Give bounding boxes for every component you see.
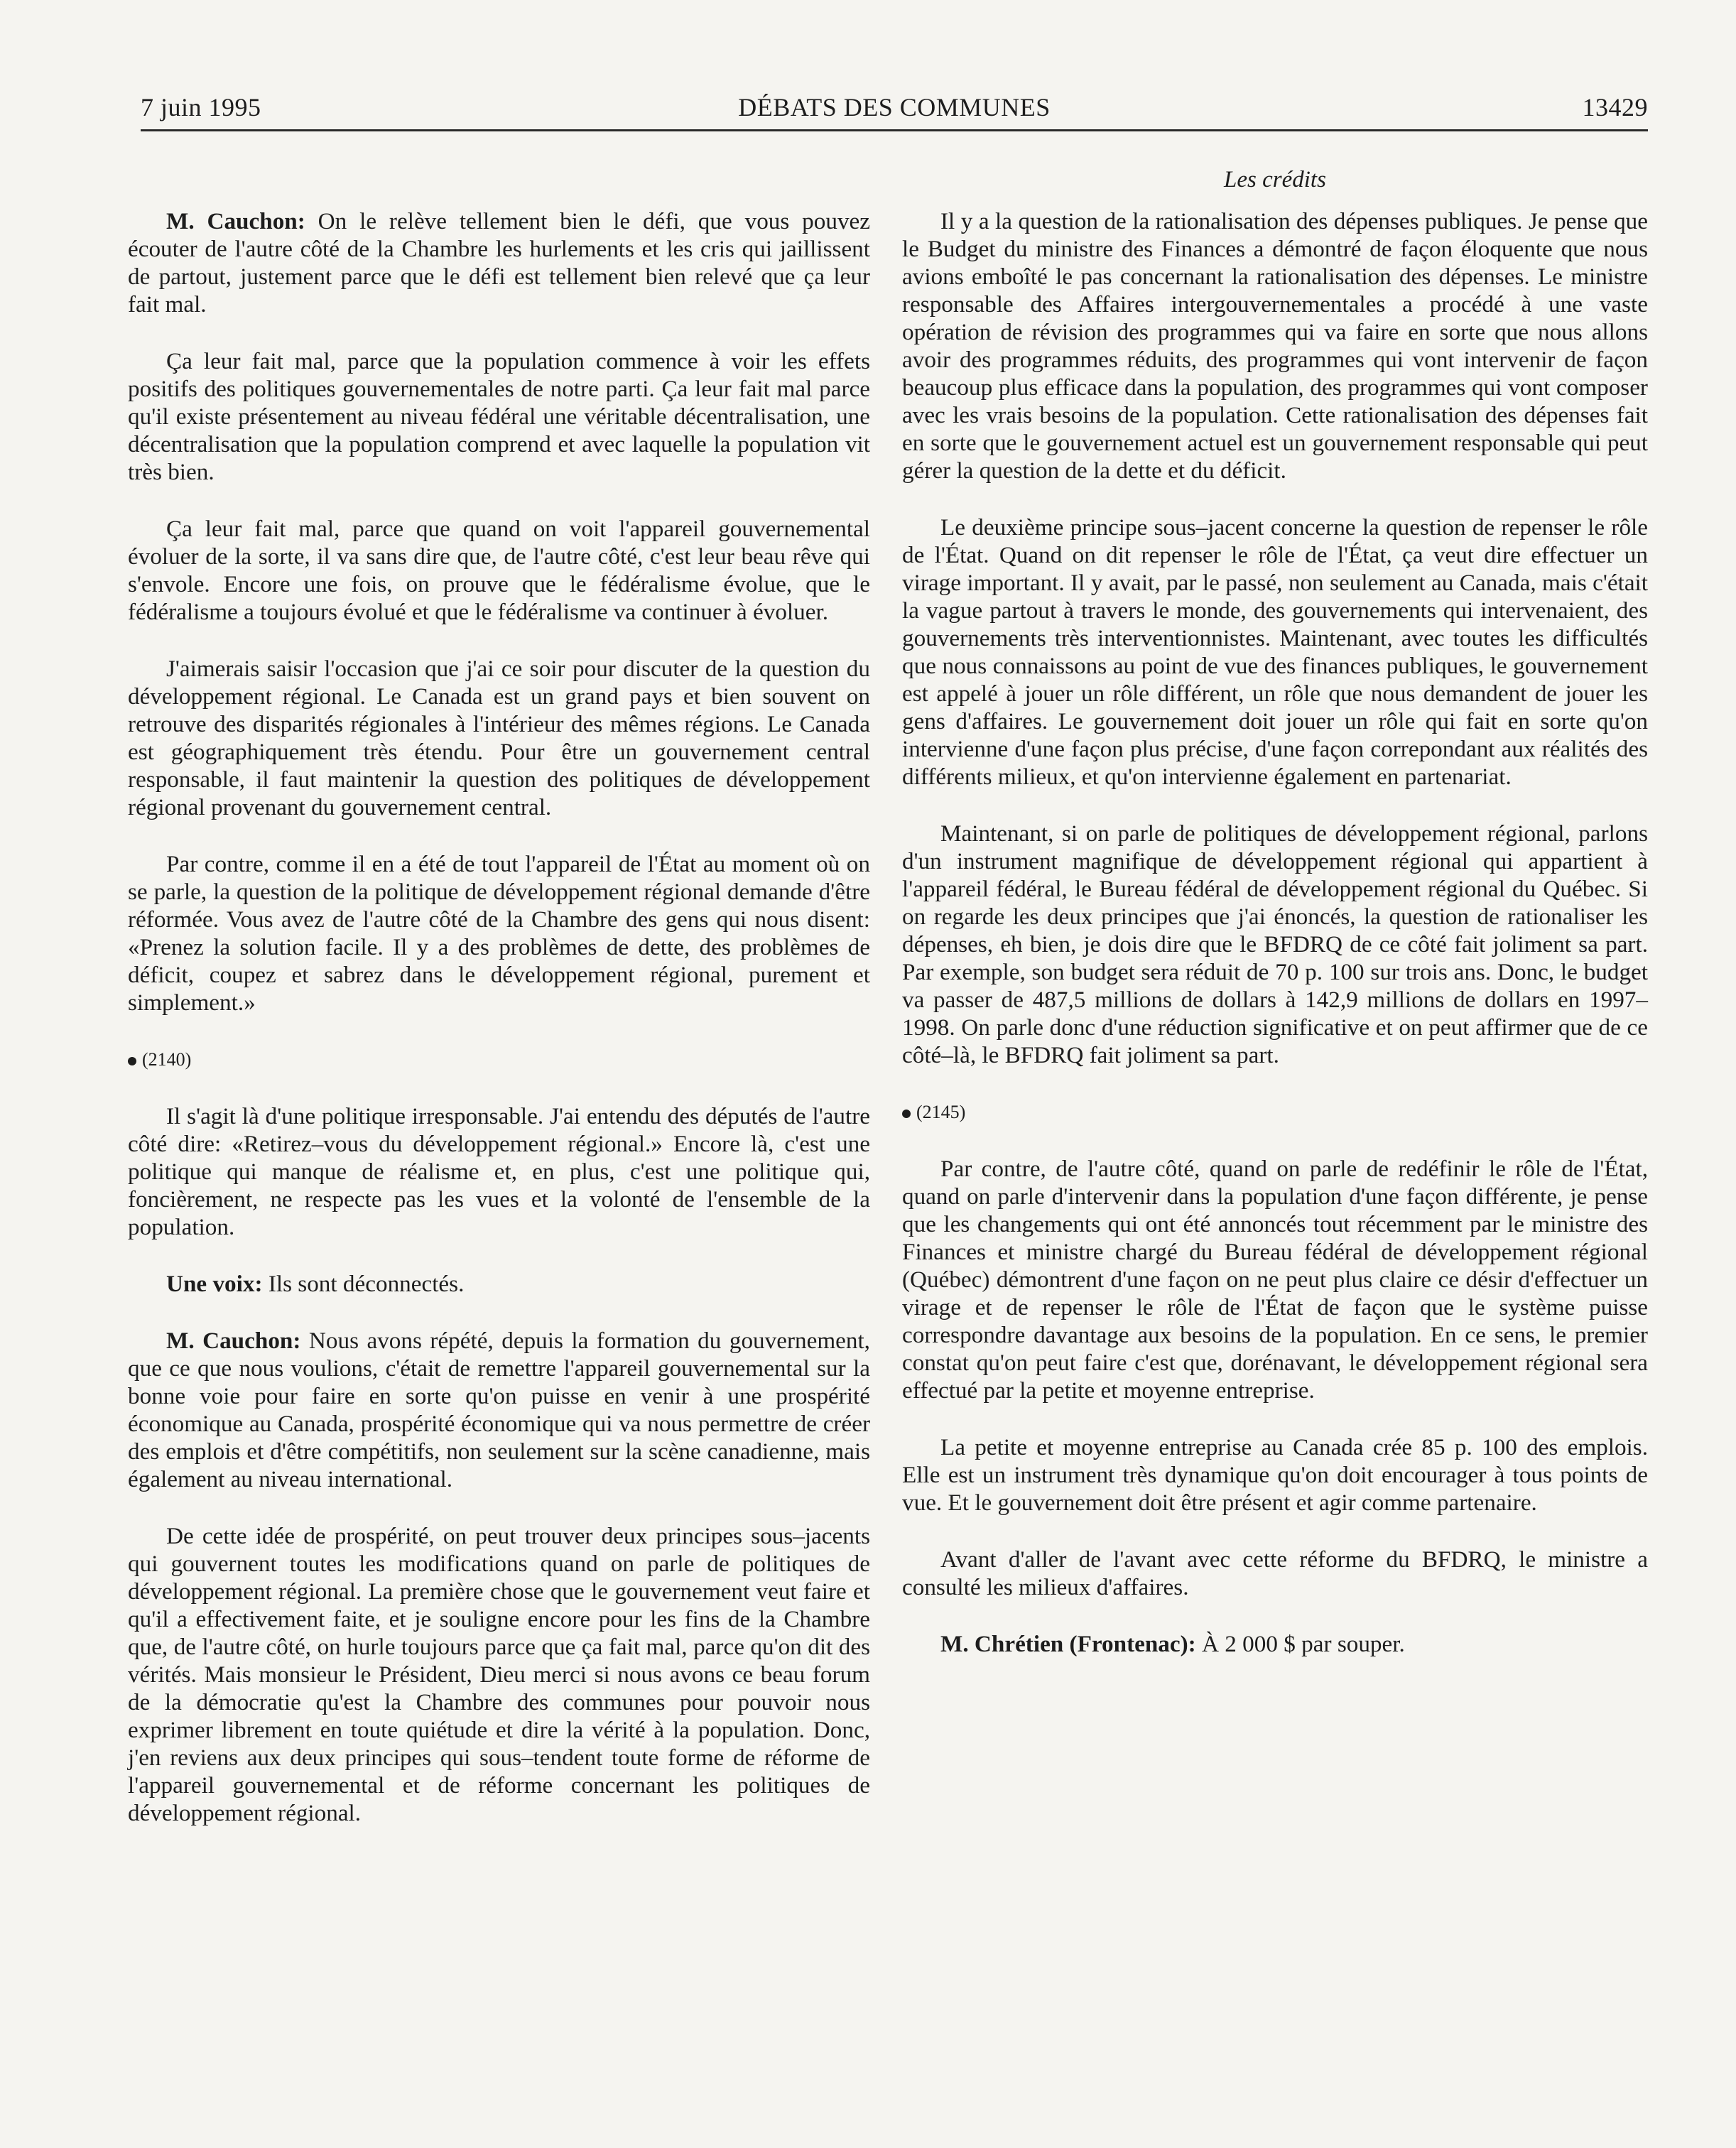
speaker-name: M. Chrétien (Frontenac): xyxy=(940,1631,1196,1657)
speaker-name: Une voix: xyxy=(166,1271,263,1297)
paragraph: Il s'agit là d'une politique irresponsable. J'ai entendu des députés de l'autre côté dire: «Retirez–vous du développement régional.» Encore là, c'est une politique qui manque de réalisme et, en plus, c'est une politique qui, foncièrement, ne respecte pas les vues et la volonté de l'ensemble de la population. xyxy=(128,1103,870,1240)
header-page-number: 13429 xyxy=(1582,93,1648,121)
page-header xyxy=(141,84,1648,131)
running-head: Les crédits xyxy=(1224,167,1326,192)
bullet-icon xyxy=(128,1057,136,1065)
speaker-name: M. Cauchon: xyxy=(166,208,305,234)
paragraph xyxy=(128,1270,870,1298)
paragraph xyxy=(128,1327,870,1493)
header-title: DÉBATS DES COMMUNES xyxy=(738,93,1051,121)
paragraph: La petite et moyenne entreprise au Canada crée 85 p. 100 des emplois. Elle est un instrument très dynamique qu'on doit encourager à tous points de vue. Et le gouvernement doit être présent et agir comme partenaire. xyxy=(902,1434,1648,1516)
speech-text: Ils sont déconnectés. xyxy=(262,1271,465,1297)
time-marker xyxy=(902,1098,1648,1126)
speech-text: On le relève tellement bien le défi, que vous pouvez écouter de l'autre côté de la Chambre les hurlements et les cris qui jaillissent de partout, justement parce que le défi est tellement bien relevé que ça leur fait mal. xyxy=(128,208,871,318)
paragraph: J'aimerais saisir l'occasion que j'ai ce soir pour discuter de la question du développement régional. Le Canada est un grand pays et bien souvent on retrouve des disparités régionales à l'intérieur des mêmes régions. Le Canada est géographiquement très étendu. Pour être un gouvernement central responsable, il faut maintenir la question des politiques de développement régional provenant du gouvernement central. xyxy=(128,656,870,820)
right-column xyxy=(902,207,1648,1687)
left-column xyxy=(128,207,870,1856)
paragraph: Il y a la question de la rationalisation des dépenses publiques. Je pense que le Budget du ministre des Finances a démontré de façon éloquente que nous avions emboîté le pas concernant la rationalisation des dépenses. Le ministre responsable des Affaires intergouvernementales a procédé à une vaste opération de révision des programmes qui va faire en sorte que nous allons avoir des programmes réduits, des programmes qui vont intervenir de façon beaucoup plus efficace dans la population, des programmes qui vont composer avec les vrais besoins de la population. Cette rationalisation des dépenses fait en sorte que le gouvernement actuel est un gouvernement responsable qui peut gérer la question de la dette et du déficit. xyxy=(902,208,1648,484)
paragraph xyxy=(902,1630,1648,1658)
header-date: 7 juin 1995 xyxy=(141,93,261,121)
speech-text: Nous avons répété, depuis la formation du gouvernement, que ce que nous voulions, c'était de remettre l'appareil gouvernemental sur la bonne voie pour faire en sorte qu'on puisse en venir à une prospérité économique au Canada, prospérité économique qui va nous permettre de créer des emplois et d'être compétitifs, non seulement sur la scène canadienne, mais également au niveau international. xyxy=(128,1328,870,1492)
time-marker xyxy=(128,1046,870,1073)
paragraph: Ça leur fait mal, parce que la population commence à voir les effets positifs des politiques gouvernementales de notre parti. Ça leur fait mal parce qu'il existe présentement au niveau fédéral une véritable décentralisation, une décentralisation que la population comprend et avec laquelle la population vit très bien. xyxy=(128,348,870,485)
paragraph: De cette idée de prospérité, on peut trouver deux principes sous–jacents qui gouvernent toutes les modifications quand on parle de politiques de développement régional. La première chose que le gouvernement veut faire et qu'il a effectivement faite, et je souligne encore pour les fins de la Chambre que, de l'autre côté, on hurle toujours parce que ça fait mal, parce qu'on dit des vérités. Mais monsieur le Président, Dieu merci si nous avons ce beau forum de la démocratie qu'est la Chambre des communes pour pouvoir nous exprimer librement en toute quiétude et dire la vérité à la population. Donc, j'en reviens aux deux principes qui sous–tendent toute forme de réforme de l'appareil gouvernemental et de réforme concernant les politiques de développement régional. xyxy=(128,1523,870,1826)
bullet-icon xyxy=(902,1110,911,1118)
speech-text: À 2 000 $ par souper. xyxy=(1195,1631,1405,1657)
paragraph: Maintenant, si on parle de politiques de développement régional, parlons d'un instrument magnifique de développement régional qui appartient à l'appareil fédéral, le Bureau fédéral de développement régional du Québec. Si on regarde les deux principes que j'ai énoncés, la question de rationaliser les dépenses, eh bien, je dois dire que le BFDRQ de ce côté fait joliment sa part. Par exemple, son budget sera réduit de 70 p. 100 sur trois ans. Donc, le budget va passer de 487,5 millions de dollars à 142,9 millions de dollars en 1997–1998. On parle donc d'une réduction significative et on peut affirmer que de ce côté–là, le BFDRQ fait joliment sa part. xyxy=(902,820,1648,1068)
paragraph: Ça leur fait mal, parce que quand on voit l'appareil gouvernemental évoluer de la sorte, il va sans dire que, de l'autre côté, c'est leur beau rêve qui s'envole. Encore une fois, on prouve que le fédéralisme évolue, que le fédéralisme a toujours évolué et que le fédéralisme va continuer à évoluer. xyxy=(128,516,870,625)
time-marker-label: (2145) xyxy=(916,1102,966,1122)
time-marker-label: (2140) xyxy=(142,1049,192,1070)
speaker-name: M. Cauchon: xyxy=(166,1328,301,1354)
paragraph: Par contre, comme il en a été de tout l'appareil de l'État au moment où on se parle, la question de la politique de développement régional demande d'être réformée. Vous avez de l'autre côté de la Chambre des gens qui nous disent: «Prenez la solution facile. Il y a des problèmes de dette, des problèmes de déficit, coupez et sabrez dans le développement régional, purement et simplement.» xyxy=(128,851,870,1016)
paragraph xyxy=(128,207,870,318)
paragraph: Avant d'aller de l'avant avec cette réforme du BFDRQ, le ministre a consulté les milieux d'affaires. xyxy=(902,1546,1648,1600)
paragraph: Le deuxième principe sous–jacent concerne la question de repenser le rôle de l'État. Quand on dit repenser le rôle de l'État, ça veut dire effectuer un virage important. Il y avait, par le passé, non seulement au Canada, mais c'était la vague partout à travers le monde, des gouvernements qui intervenaient, des gouvernements très interventionnistes. Maintenant, avec toutes les difficultés que nous connaissons au point de vue des finances publiques, le gouvernement est appelé à jouer un rôle différent, un rôle que nous demandent de jouer les gens d'affaires. Le gouvernement doit jouer un rôle qui fait en sorte qu'on intervienne d'une façon plus précise, d'une façon correpondant aux réalités des différents milieux, et qu'on intervienne également en partenariat. xyxy=(902,514,1648,790)
paragraph: Par contre, de l'autre côté, quand on parle de redéfinir le rôle de l'État, quand on parle d'intervenir dans la population d'une façon différente, je pense que les changements qui ont été annoncés tout récemment par le ministre des Finances et ministre chargé du Bureau fédéral de développement régional (Québec) démontrent d'une façon on ne peut plus claire ce désir d'effectuer un virage et de repenser le rôle de l'État de façon que le système puisse correspondre davantage aux besoins de la population. En ce sens, le premier constat qu'on peut faire c'est que, dorénavant, le développement régional sera effectué par la petite et moyenne entreprise. xyxy=(902,1156,1648,1404)
